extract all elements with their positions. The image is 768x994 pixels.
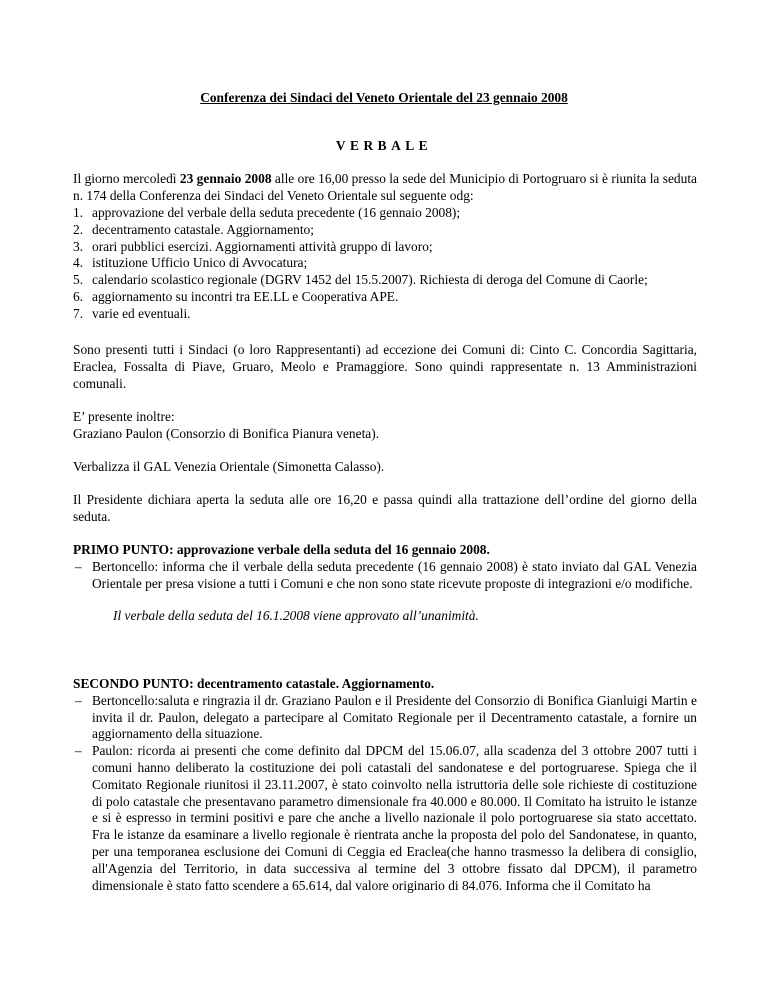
inoltre-label: E’ presente inoltre: (73, 409, 175, 424)
dash-bullet: – (75, 743, 82, 759)
discussion-item (73, 693, 697, 743)
secondo-punto-header: SECONDO PUNTO: decentramento catastale. Aggiornamento. (73, 676, 435, 691)
agenda-item-text: calendario scolastico regionale (DGRV 1452 del 15.5.2007). Richiesta di deroga del Comune di Caorle; (92, 272, 648, 288)
agenda-item-number: 4. (73, 255, 84, 271)
agenda-item (73, 222, 697, 239)
inoltre-paragraph (73, 409, 697, 443)
agenda-item-text: varie ed eventuali. (92, 305, 191, 321)
agenda-item-number: 1. (73, 205, 84, 220)
intro-text-start: Il giorno mercoledì (73, 171, 180, 186)
document-title: Conferenza dei Sindaci del Veneto Orientale del 23 gennaio 2008 (200, 90, 568, 105)
primo-punto-section (73, 542, 697, 625)
discussion-item-text: Paulon: ricorda ai presenti che come definito dal DPCM del 15.06.07, alla scadenza del 3 ottobre 2007 tutti i comuni hanno deliberato la costituzione dei poli catastali del sandonatese e del portogruarese. Spiega che il Comitato Regionale riunitosi il 23.11.2007, è stato coinvolto nella istruttoria delle sole richieste di costituzione di polo catastale che presentavano parametro dimensionale fra 40.000 e 80.000. Il Comitato ha istruito le istanze e si è espresso in termini positivi e pare che anche a livello nazionale il polo portogruarese sia stato accettato. Fra le istanze da esaminare a livello regionale è rientrata anche la proposta del polo del Sandonatese, in quanto, per una temporanea esclusione dei Comuni di Ceggia ed Eraclea(che hanno trasmesso la delibera di consiglio, all'Agenzia del Territorio, in data successiva al termine del 3 ottobre fissato dal DPCM), il parametro dimensionale è stato fatto scendere a 65.614, dal valore originario di 84.076. Informa che il Comitato ha (92, 743, 697, 893)
agenda-item-text: orari pubblici esercizi. Aggiornamenti attività gruppo di lavoro; (92, 238, 433, 254)
discussion-item (73, 743, 697, 894)
agenda-item-number: 5. (73, 272, 84, 288)
agenda-item (73, 239, 697, 256)
agenda-item (73, 255, 697, 272)
intro-text-end: alle ore 16,00 presso la sede del Municipio di Portogruaro si è riunita la seduta n. 174 della Conferenza dei Sindaci del Veneto Orientale sul seguente odg: (73, 171, 697, 203)
agenda-item-number: 3. (73, 238, 84, 254)
primo-punto-items (73, 559, 697, 593)
agenda-item-number: 6. (73, 288, 84, 304)
discussion-item-text: Bertoncello: informa che il verbale della seduta precedente (16 gennaio 2008) è stato inviato dal GAL Venezia Orientale per presa visione a tutti i Comuni e che non sono state ricevute proposte di integrazioni e/o modifiche. (92, 558, 697, 591)
agenda-item-number: 7. (73, 305, 84, 321)
verbale-heading: VERBALE (335, 138, 433, 153)
secondo-punto-items (73, 693, 697, 895)
agenda-list-container (73, 205, 697, 323)
inoltre-name: Graziano Paulon (Consorzio di Bonifica Pianura veneta). (73, 425, 380, 441)
primo-punto-header: PRIMO PUNTO: approvazione verbale della seduta del 16 gennaio 2008. (73, 542, 490, 557)
agenda-item (73, 272, 697, 289)
discussion-item-text: Bertoncello:saluta e ringrazia il dr. Graziano Paulon e il Presidente del Consorzio di Bonifica Gianluigi Martin e invita il dr. Paulon, delegato a partecipare al Comitato Regionale per il Decentramento catastale, a fornire un aggiornamento della situazione. (92, 692, 697, 742)
verbalizza-paragraph: Verbalizza il GAL Venezia Orientale (Simonetta Calasso). (73, 459, 385, 474)
intro-paragraph (73, 171, 697, 205)
presenti-paragraph: Sono presenti tutti i Sindaci (o loro Rappresentanti) ad eccezione dei Comuni di: Cinto C. Concordia Sagittaria, Eraclea, Fossalta di Piave, Gruaro, Meolo e Pramaggiore. Sono quindi rappresentate n. 13 Amministrazioni comunali. (73, 342, 697, 391)
discussion-item (73, 559, 697, 593)
agenda-list (73, 205, 697, 323)
agenda-item-text: istituzione Ufficio Unico di Avvocatura; (92, 255, 308, 271)
presidente-paragraph: Il Presidente dichiara aperta la seduta alle ore 16,20 e passa quindi alla trattazione dell’ordine del giorno della seduta. (73, 492, 697, 524)
agenda-item (73, 306, 697, 323)
meeting-date: 23 gennaio 2008 (179, 171, 272, 186)
agenda-item (73, 205, 697, 222)
primo-punto-approval: Il verbale della seduta del 16.1.2008 viene approvato all’unanimità. (113, 608, 479, 624)
dash-bullet: – (75, 692, 82, 708)
agenda-item-number: 2. (73, 221, 84, 237)
agenda-item (73, 289, 697, 306)
agenda-item-text: decentramento catastale. Aggiornamento; (92, 221, 314, 237)
dash-bullet: – (75, 558, 82, 574)
agenda-item-text: aggiornamento su incontri tra EE.LL e Cooperativa APE. (92, 288, 399, 304)
secondo-punto-section (73, 676, 697, 894)
agenda-item-text: approvazione del verbale della seduta precedente (16 gennaio 2008); (92, 205, 461, 220)
